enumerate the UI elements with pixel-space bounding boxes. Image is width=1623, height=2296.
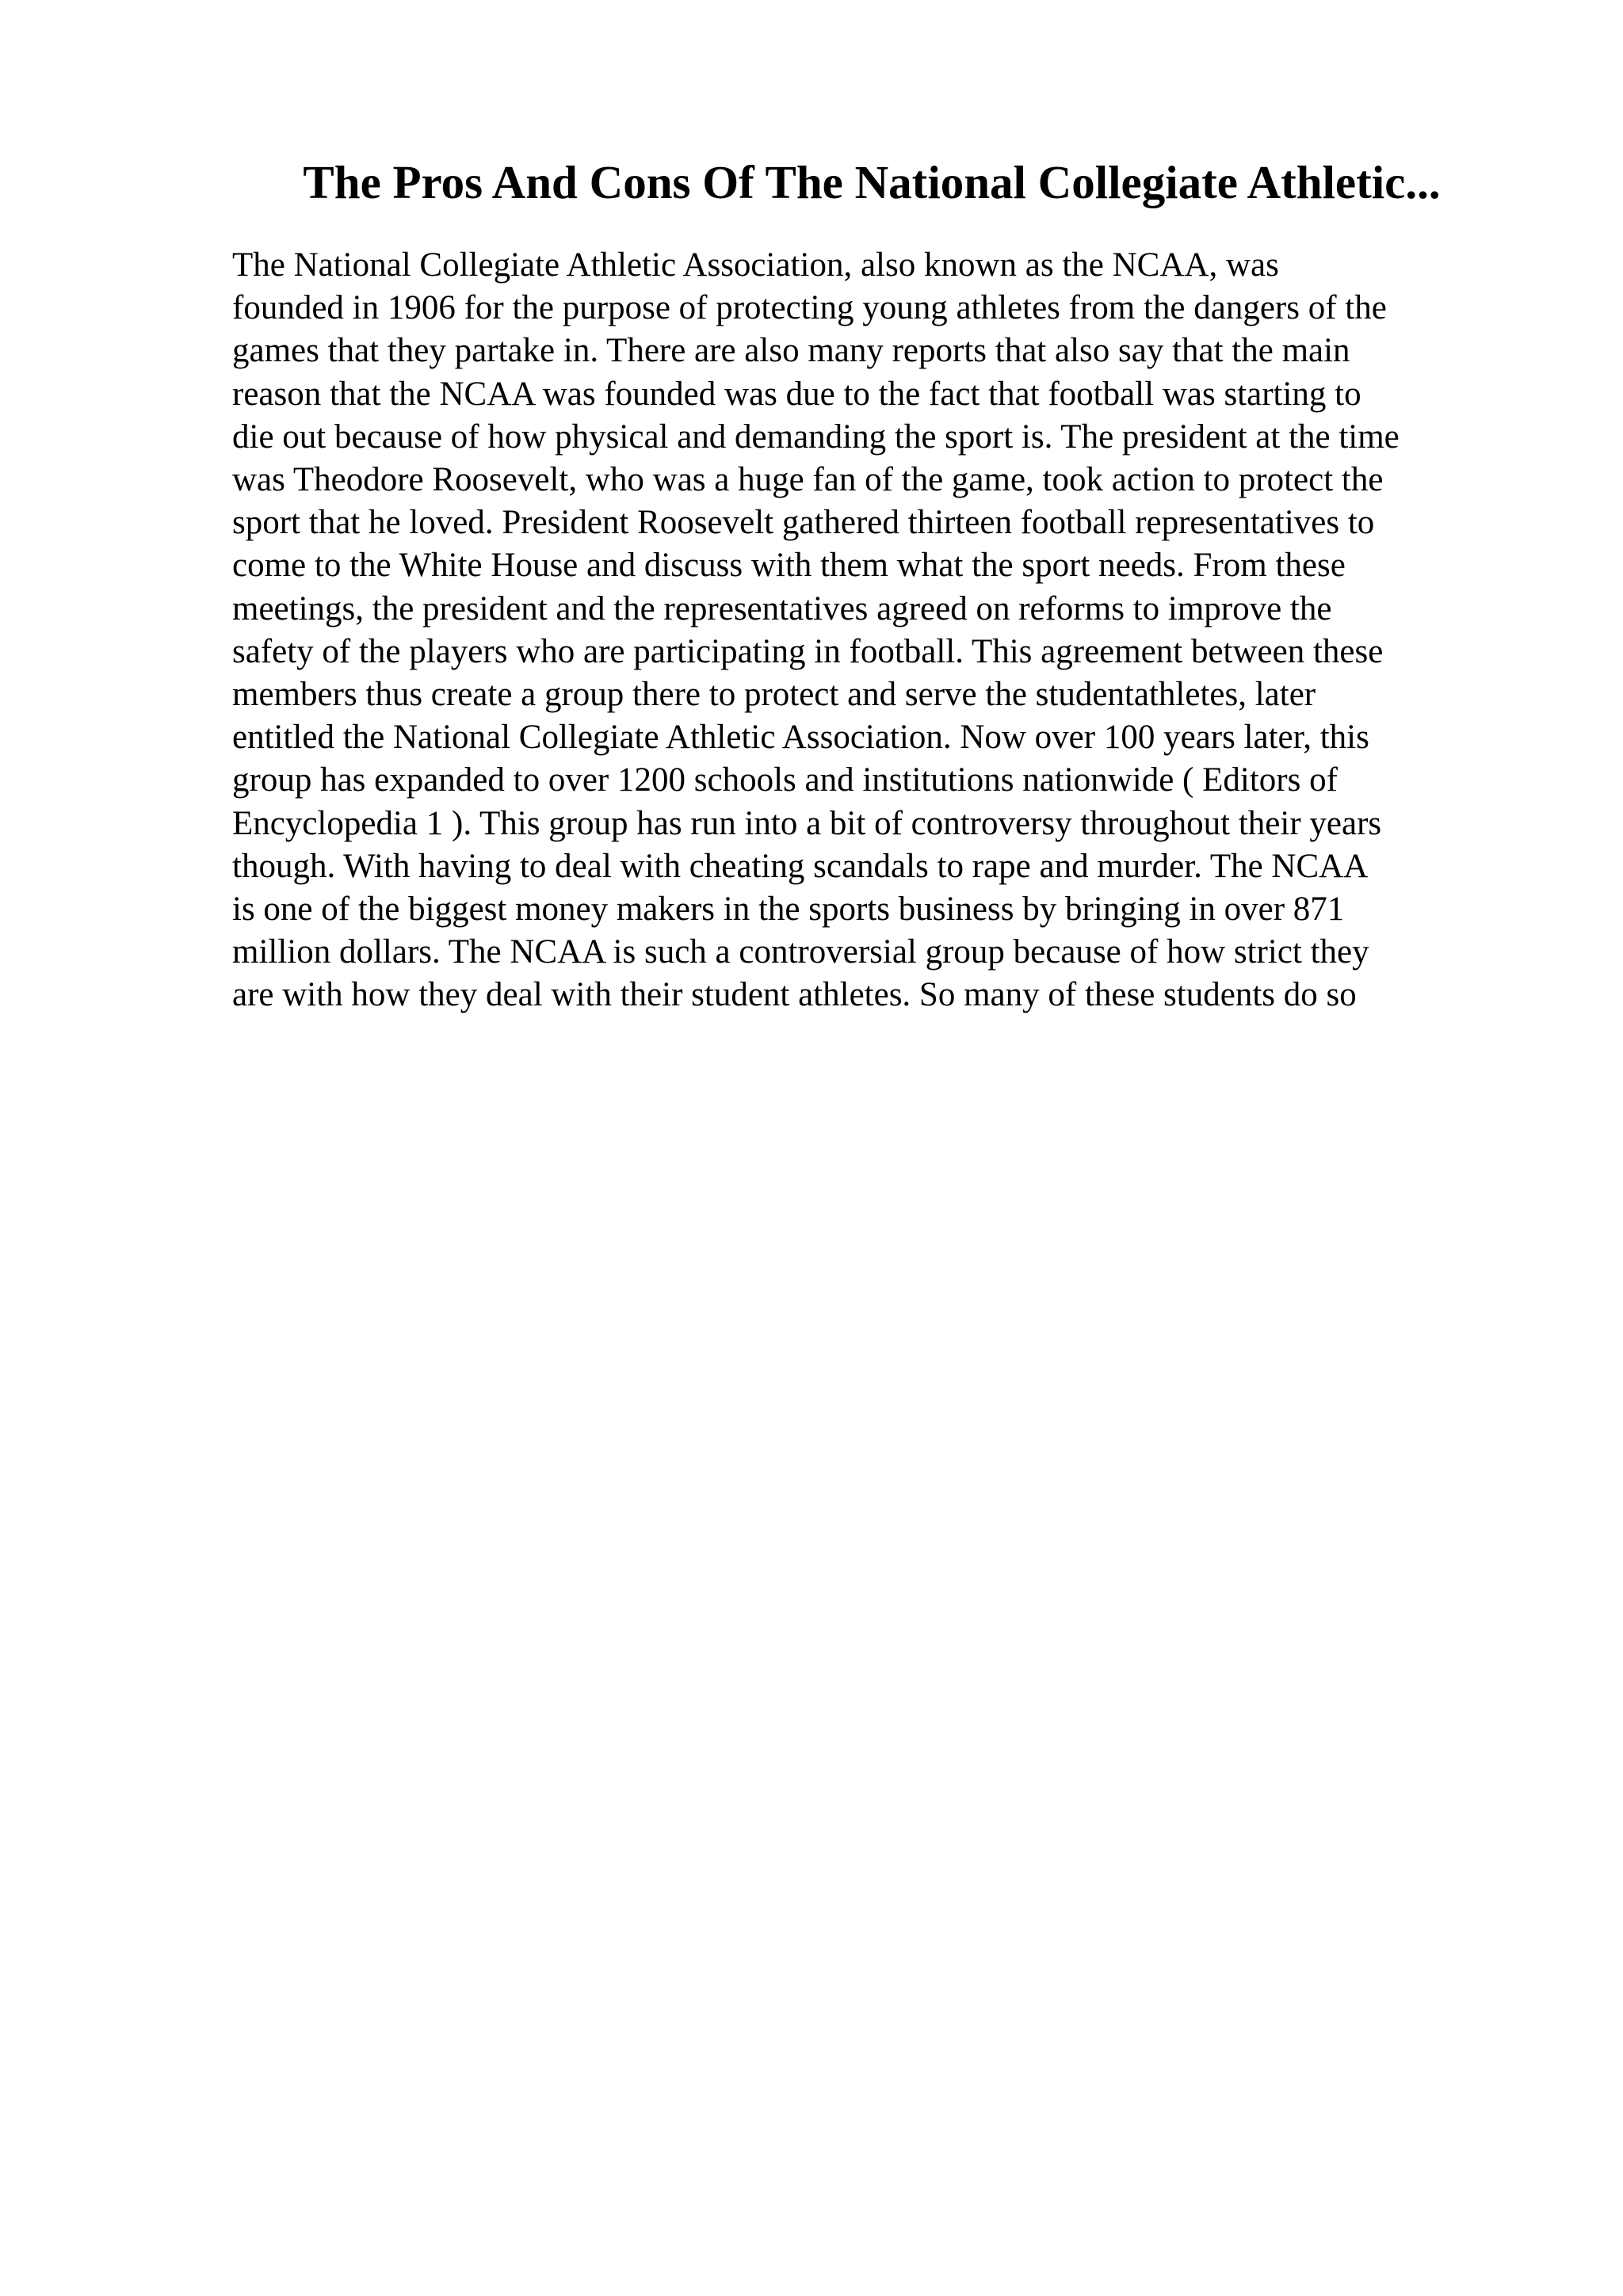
body-line: are with how they deal with their student athletes. So many of these students do so <box>232 976 1357 1014</box>
body-line: The National Collegiate Athletic Association, also known as the NCAA, was <box>232 246 1279 284</box>
body-line: founded in 1906 for the purpose of protecting young athletes from the dangers of the <box>232 289 1387 327</box>
body-line: though. With having to deal with cheating scandals to rape and murder. The NCAA <box>232 847 1369 885</box>
body-line: sport that he loved. President Roosevelt gathered thirteen football representatives to <box>232 504 1375 542</box>
body-line: million dollars. The NCAA is such a controversial group because of how strict they <box>232 933 1369 971</box>
body-line: members thus create a group there to protect and serve the studentathletes, later <box>232 676 1316 714</box>
body-line: Encyclopedia 1 ). This group has run into a bit of controversy throughout their years <box>232 804 1382 842</box>
body-line: was Theodore Roosevelt, who was a huge fan of the game, took action to protect the <box>232 461 1384 499</box>
body-line: is one of the biggest money makers in the sports business by bringing in over 871 <box>232 891 1345 929</box>
body-line: die out because of how physical and demanding the sport is. The president at the time <box>232 418 1400 456</box>
page-title: The Pros And Cons Of The National Collegiate Athletic... <box>303 156 1441 208</box>
body-paragraph <box>232 244 1516 1017</box>
body-line: reason that the NCAA was founded was due to the fact that football was starting to <box>232 375 1361 413</box>
body-line: group has expanded to over 1200 schools and institutions nationwide ( Editors of <box>232 761 1338 799</box>
body-line: safety of the players who are participating in football. This agreement between these <box>232 632 1384 670</box>
body-line: meetings, the president and the representatives agreed on reforms to improve the <box>232 589 1332 627</box>
body-line: come to the White House and discuss with them what the sport needs. From these <box>232 547 1346 585</box>
body-line: entitled the National Collegiate Athletic Association. Now over 100 years later, this <box>232 719 1369 757</box>
body-line: games that they partake in. There are also many reports that also say that the main <box>232 332 1350 370</box>
